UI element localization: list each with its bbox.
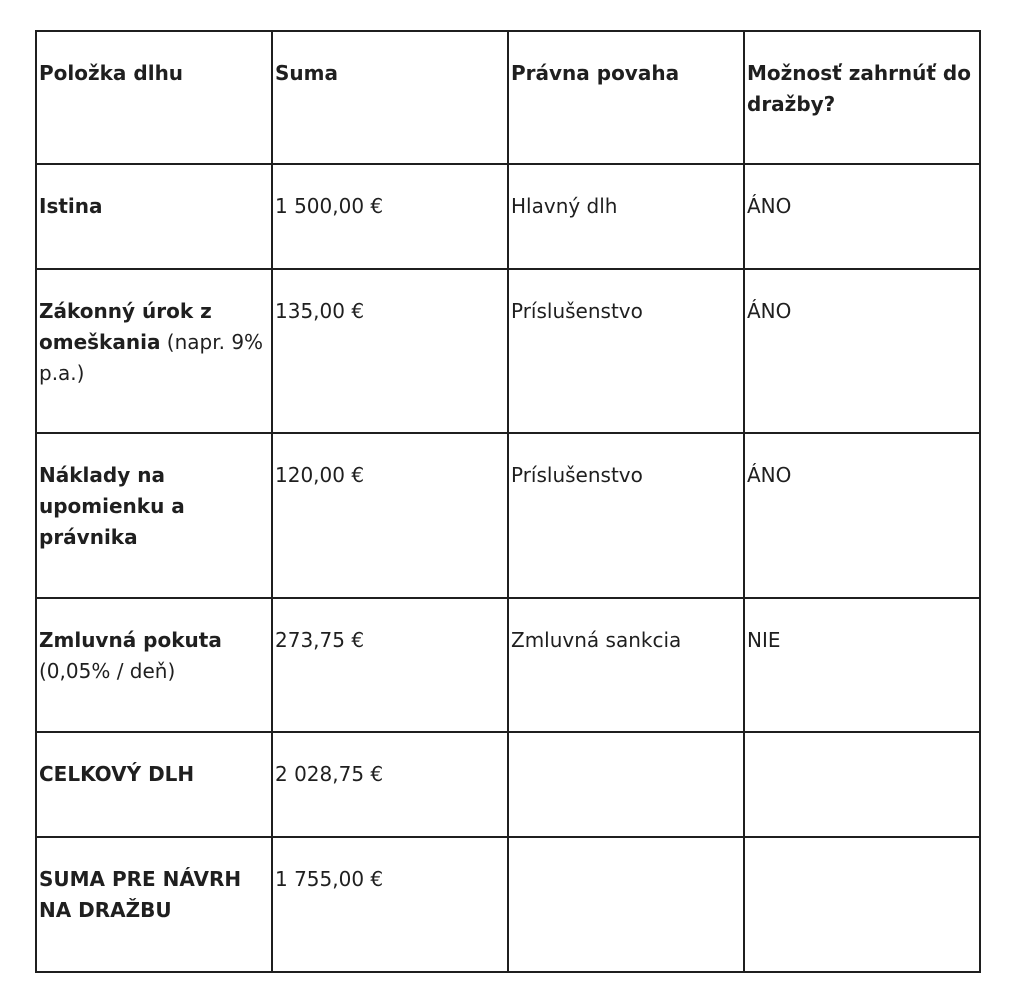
cell-amount: 120,00 € bbox=[272, 433, 508, 598]
cell-legal-nature bbox=[508, 837, 744, 972]
cell-item bbox=[36, 837, 272, 972]
item-label: Zmluvná pokuta bbox=[39, 628, 222, 653]
item-label: SUMA PRE NÁVRH NA DRAŽBU bbox=[39, 866, 242, 922]
cell-legal-nature: Príslušenstvo bbox=[508, 269, 744, 433]
item-note: (napr. 9% p.a.) bbox=[39, 329, 264, 385]
item-label: Náklady na upomienku a právnika bbox=[39, 462, 185, 549]
cell-amount: 1 500,00 € bbox=[272, 164, 508, 268]
cell-legal-nature bbox=[508, 732, 744, 836]
item-note: (0,05% / deň) bbox=[39, 659, 176, 684]
item-label: Zákonný úrok z omeškania bbox=[39, 298, 212, 354]
cell-amount: 1 755,00 € bbox=[272, 837, 508, 972]
table-row bbox=[36, 269, 980, 433]
header-amount: Suma bbox=[272, 31, 508, 164]
cell-item bbox=[36, 433, 272, 598]
cell-amount: 273,75 € bbox=[272, 598, 508, 732]
cell-item bbox=[36, 732, 272, 836]
item-label: Istina bbox=[39, 194, 103, 219]
cell-auction: ÁNO bbox=[744, 433, 980, 598]
cell-amount: 2 028,75 € bbox=[272, 732, 508, 836]
header-item: Položka dlhu bbox=[36, 31, 272, 164]
table-row bbox=[36, 433, 980, 598]
cell-legal-nature: Príslušenstvo bbox=[508, 433, 744, 598]
cell-auction: ÁNO bbox=[744, 269, 980, 433]
cell-auction bbox=[744, 837, 980, 972]
cell-auction bbox=[744, 732, 980, 836]
cell-item bbox=[36, 598, 272, 732]
table-row-total bbox=[36, 732, 980, 836]
header-auction: Možnosť zahrnúť do dražby? bbox=[744, 31, 980, 164]
cell-item bbox=[36, 164, 272, 268]
table-row bbox=[36, 164, 980, 268]
table-row bbox=[36, 598, 980, 732]
cell-amount: 135,00 € bbox=[272, 269, 508, 433]
cell-auction: NIE bbox=[744, 598, 980, 732]
table-row-auction-sum bbox=[36, 837, 980, 972]
cell-legal-nature: Hlavný dlh bbox=[508, 164, 744, 268]
header-legal-nature: Právna povaha bbox=[508, 31, 744, 164]
cell-item bbox=[36, 269, 272, 433]
table-header-row bbox=[36, 31, 980, 164]
cell-auction: ÁNO bbox=[744, 164, 980, 268]
debt-table bbox=[35, 30, 981, 973]
cell-legal-nature: Zmluvná sankcia bbox=[508, 598, 744, 732]
item-label: CELKOVÝ DLH bbox=[39, 762, 195, 787]
